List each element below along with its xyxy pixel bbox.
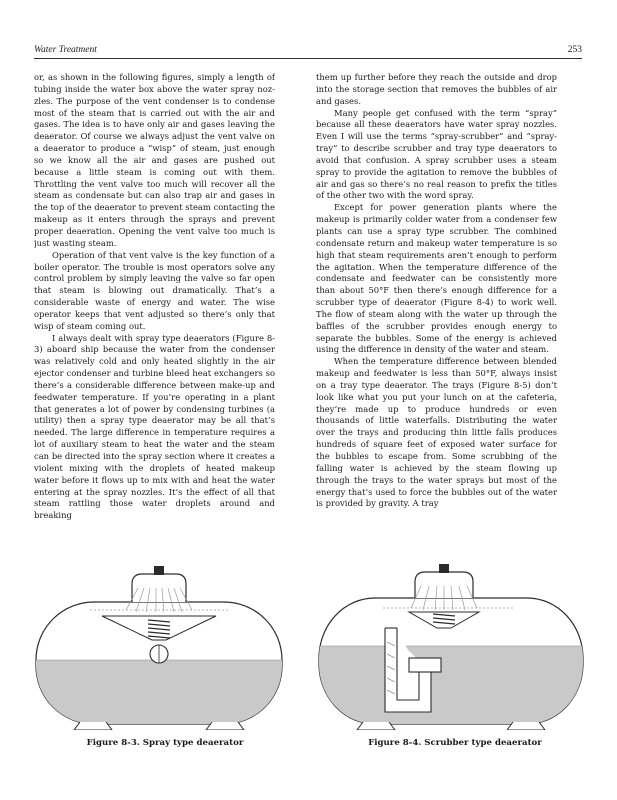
saddle-support <box>507 722 545 730</box>
spray-deaerator-illustration <box>30 562 288 730</box>
paragraph: I always dealt with spray type deaerators (Figure 8-3) aboard ship because the water from the condenser was relatively cold and only heated slightly in the air ejector condenser and turbine bleed heat exchangers so there’s a considerable difference between make-up and feedwater temperature. If you’re operating in a plant that generates a lot of power by condensing turbines (a utility) then a spray type deaerator may be all that’s needed. The large difference in temperature requires a lot of auxiliary steam to heat the water and the steam can be directed into the spray section where it creates a violent mixing with the droplets of heated makeup water before it flows up to mix with and heat the water entering at the spray nozzles. It’s the effect of all that steam rattling those water droplets around and breaking <box>34 332 275 521</box>
figure-caption: Figure 8-4. Scrubber type deaerator <box>368 738 542 748</box>
scrubber-deaerator-drawing <box>313 562 591 730</box>
running-header <box>34 44 582 59</box>
water-level <box>30 660 288 730</box>
paragraph: Operation of that vent valve is the key function of a boiler operator. The trouble is most operators solve any control problem by simply leaving the valve so far open that steam is blowing out dramatically. That’s a considerable waste of energy and water. The wise operator keeps that vent adjusted so there’s only that wisp of steam coming out. <box>34 249 275 331</box>
paragraph: them up further before they reach the outside and drop into the storage section that removes the bubbles of air and gases. <box>316 72 557 106</box>
saddle-support <box>74 722 112 730</box>
spray-deaerator-drawing <box>30 562 288 730</box>
running-title: Water Treatment <box>34 45 97 55</box>
spray-head-dome <box>132 574 186 602</box>
figure-caption: Figure 8-3. Spray type deaerator <box>86 738 244 748</box>
paragraph: Except for power generation plants where the makeup is primarily colder water from a condenser few plants can use a spray type scrubber. The combined condensate return and makeup water temperature is so high that steam requirements aren’t enough to perform the agitation. When the temperature difference of the condensate and feedwater can be consistently more than about 50°F then there’s enough difference for a scrubber type of deaerator (Figure 8-4) to work well. The flow of steam along with the water up through the baffles of the scrubber provides enough energy to separate the bubbles. Some of the energy is achieved using the difference in density of the water and steam. <box>316 202 557 355</box>
saddle-support <box>357 722 395 730</box>
scrubber-deaerator-illustration <box>313 562 591 730</box>
right-column <box>316 72 557 550</box>
paragraph: When the temperature difference between blended makeup and feedwater is less than 50°F, always insist on a tray type deaerator. The trays (Figure 8-5) don’t look like what you put your lunch on at the cafeteria, they’re made up to produce hundreds or even thousands of little waterfalls. Distributing the water over the trays and producing thin little falls produces hundreds of square feet of exposed water surface for the bubbles to escape from. Some scrubbing of the falling water is achieved by the steam flowing up through the trays to the water sprays but most of the energy that’s used to force the bubbles out of the water is provided by gravity. A tray <box>316 356 557 509</box>
paragraph: or, as shown in the following figures, simply a length of tubing inside the water box above the water spray nozzles. The purpose of the vent condenser is to condense most of the steam that is carried out with the air and gases. The idea is to have only air and gases leaving the deaerator. Of course we always adjust the vent valve on a deaerator to produce a “wisp” of steam, just enough so we know all the air and gases are pushed out because a little steam is coming out with them. Throttling the vent valve too much will recover all the steam as condensate but can also trap air and gases in the top of the deaerator to prevent steam contacting the makeup as it enters through the sprays and prevent proper deaeration. Opening the vent valve too much is just wasting steam. <box>34 72 275 248</box>
vent-nozzle <box>154 566 164 575</box>
paragraph: Many people get confused with the term “spray” because all these deaerators have water spray nozzles. Even I will use the terms “spray-scrubber” and “spray-tray” to describe scrubber and tray type deaerators to avoid that confusion. A spray scrubber uses a steam spray to provide the agitation to remove the bubbles of air and gas so there’s no real reason to prefix the titles of the other two with the word spray. <box>316 107 557 201</box>
left-column <box>34 72 275 550</box>
page-number: 253 <box>567 45 582 55</box>
vent-nozzle <box>439 564 449 573</box>
water-level <box>313 646 591 730</box>
saddle-support <box>206 722 244 730</box>
